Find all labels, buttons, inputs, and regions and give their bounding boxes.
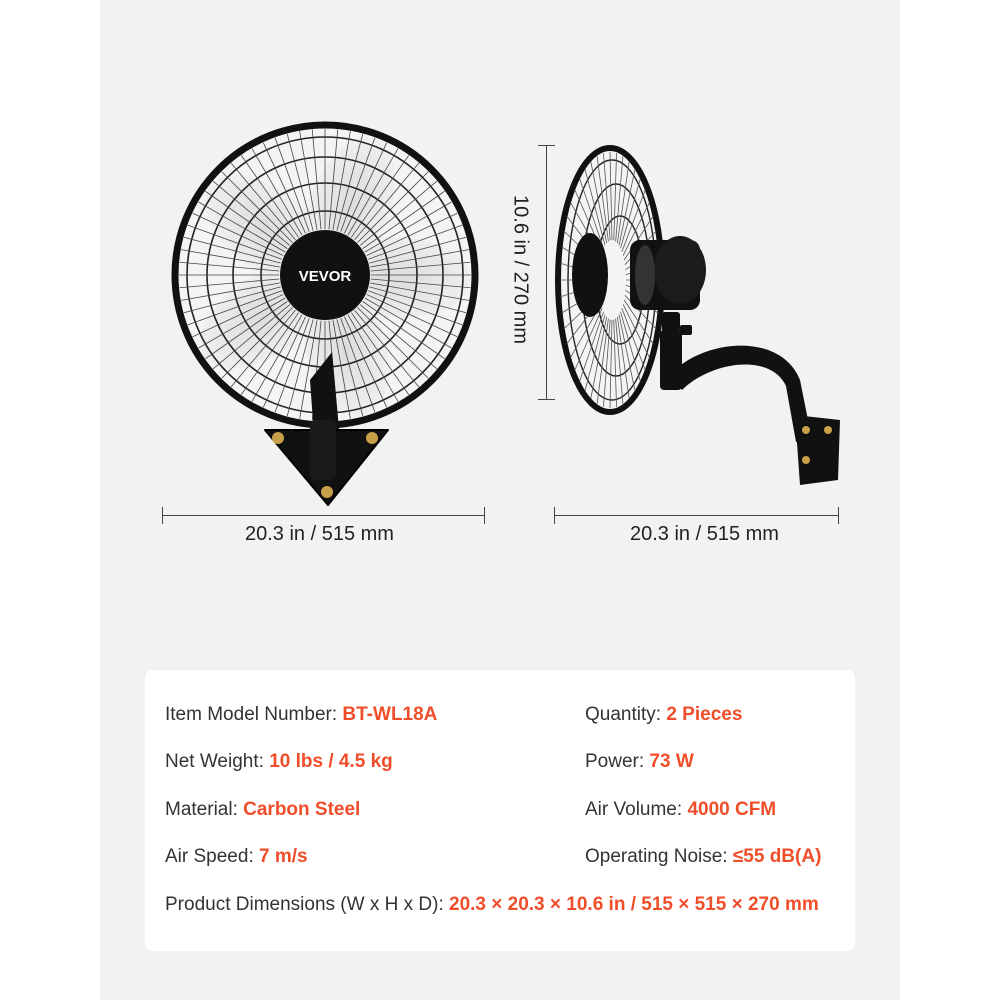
front-width-tick-left — [162, 507, 163, 524]
brand-logo: VEVOR — [298, 268, 352, 285]
side-height-tick-top — [538, 145, 555, 146]
side-width-tick-left — [554, 507, 555, 524]
spec-model: Item Model Number: BT-WL18A — [165, 704, 438, 725]
spec-material: Material: Carbon Steel — [165, 799, 361, 820]
front-width-tick-right — [484, 507, 485, 524]
front-width-label: 20.3 in / 515 mm — [245, 523, 394, 545]
side-width-line — [554, 515, 838, 516]
fan-side-view — [550, 140, 850, 500]
side-width-tick-right — [838, 507, 839, 524]
spec-noise: Operating Noise: ≤55 dB(A) — [585, 846, 822, 867]
spec-power: Power: 73 W — [585, 751, 694, 772]
side-height-tick-bottom — [538, 399, 555, 400]
side-width-label: 20.3 in / 515 mm — [630, 523, 779, 545]
spec-dimensions: Product Dimensions (W x H x D): 20.3 × 20.3 × 10.6 in / 515 × 515 × 270 mm — [165, 894, 819, 915]
side-height-label: 10.6 in / 270 mm — [509, 195, 532, 344]
fan-front-view — [160, 120, 490, 510]
front-width-line — [162, 515, 484, 516]
spec-air-volume: Air Volume: 4000 CFM — [585, 799, 777, 820]
side-height-line — [546, 145, 547, 399]
spec-air-speed: Air Speed: 7 m/s — [165, 846, 308, 867]
spec-quantity: Quantity: 2 Pieces — [585, 704, 743, 725]
spec-weight: Net Weight: 10 lbs / 4.5 kg — [165, 751, 393, 772]
